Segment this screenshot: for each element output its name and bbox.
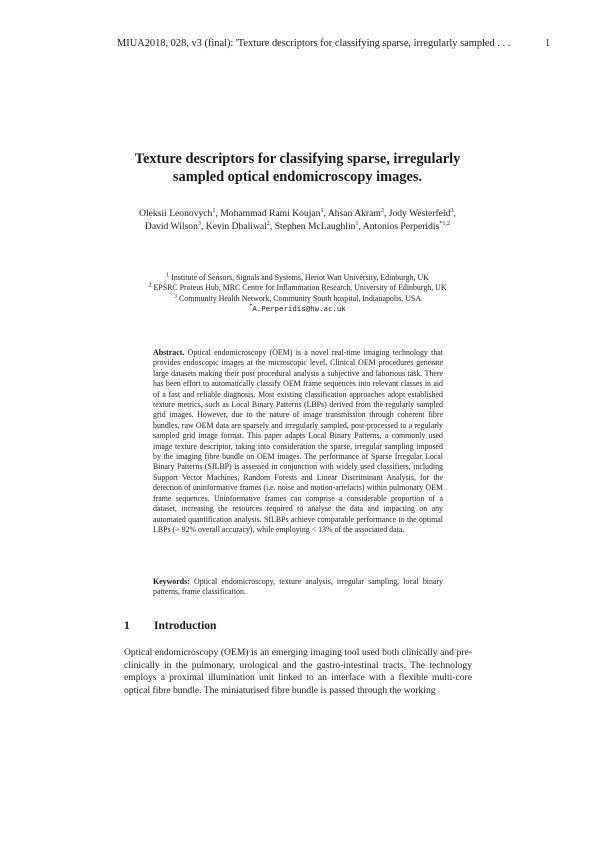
abstract-label: Abstract. xyxy=(153,348,185,357)
author-name: Kevin Dhaliwal xyxy=(205,220,267,232)
author-name: Jody Westerfeld xyxy=(388,208,451,219)
introduction-paragraph: Optical endomicroscopy (OEM) is an emerging imaging tool used both clinically and pre-clinically in the pulmonary, urological and the gastro-intestinal tracts. The technology employs a proximal illumination unit linked to an interface with a flexible multi-core optical fibre bundle. The miniaturised fibre bundle is passed through the working xyxy=(124,647,472,696)
author xyxy=(139,208,220,219)
author-name: Stephen McLaughlin xyxy=(274,220,356,232)
title-line-1: Texture descriptors for classifying sparse, irregularly xyxy=(134,151,461,167)
author-separator: , xyxy=(383,208,389,219)
author xyxy=(220,208,328,219)
title-line-2: sampled optical endomicroscopy images. xyxy=(172,169,423,185)
author xyxy=(275,221,363,232)
author xyxy=(363,221,450,232)
abstract xyxy=(153,348,443,535)
author-affiliation-mark: 3 xyxy=(197,219,201,227)
author xyxy=(389,208,456,219)
author-affiliation-mark: *1,2 xyxy=(439,219,451,227)
author-separator: , xyxy=(453,208,456,219)
author-separator: , xyxy=(200,220,206,232)
author-affiliation-mark: 2 xyxy=(380,206,384,214)
email-address: A.Perperidis@hw.ac.uk xyxy=(252,304,346,314)
author-name: Ahsan Akram xyxy=(327,208,381,219)
section-heading xyxy=(124,620,474,632)
affiliation-list xyxy=(90,273,505,315)
abstract-text: Optical endomicroscopy (OEM) is a novel real-time imaging technology that provides endoscopic images at the microscopic level. Clinical OEM procedures generate large datasets making their post procedural analysis a subjective and laborious task. There has been effort to automatically classify OEM frame sequences into relevant classes in aid of a fast and reliable diagnosis. Most existing classification approaches adopt established texture metrics, such as Local Binary Patterns (LBPs) derived from the regularly sampled grid images. However, due to the nature of image transmission through coherent fibre bundles, raw OEM data are sparsely and irregularly sampled, post-processed to a regularly sampled grid image format. This paper adapts Local Binary Patterns, a commonly used image texture descriptor, taking into consideration the sparse, irregular sampling imposed by the imaging fibre bundle on OEM images. The performance of Sparse Irregular Local Binary Patterns (SILBP) is assessed in conjunction with widely used classifiers, including Support Vector Machines, Random Forests and Linear Discriminant Analysis, for the detection of uninformative frames (i.e. noise and motion-artefacts) within pulmonary OEM frame sequences. Uninformative frames can comprise a considerable proportion of a dataset, increasing the resources required to analyse the data and impacting on any automated quantification analysis. SILBPs achieve comparable performance to the optimal LBPs (> 92% overall accuracy), while employing < 13% of the associated data. xyxy=(153,348,443,534)
section-number: 1 xyxy=(124,620,130,632)
affiliation-text: Community Health Network, Community South hospital, Indianapolis, USA xyxy=(179,293,422,303)
corresponding-mark: * xyxy=(249,302,253,310)
paper-title xyxy=(100,150,495,186)
author-name: Oleksii Leonovych xyxy=(139,208,213,219)
author-affiliation-mark: 1 xyxy=(355,219,359,227)
author-separator: , xyxy=(269,220,275,232)
author-name: Mohammad Rami Koujan xyxy=(220,208,321,219)
author xyxy=(328,208,389,219)
author xyxy=(206,221,275,232)
affiliation-mark: 1 xyxy=(166,271,170,279)
author-separator: , xyxy=(358,220,363,232)
author-affiliation-mark: 1 xyxy=(320,206,324,214)
corresponding-email xyxy=(90,304,505,314)
author-separator: , xyxy=(323,208,328,219)
author-affiliation-mark: 3 xyxy=(450,206,454,214)
keywords-text: Optical endomicroscopy, texture analysis, irregular sampling, local binary patterns, frame classification. xyxy=(153,577,443,597)
affiliation-mark: 2 xyxy=(148,281,152,289)
running-header: MIUA2018, 028, v3 (final): 'Texture descriptors for classifying sparse, irregularly sampled . . . xyxy=(117,38,511,49)
affiliation-text: Institute of Sensors, Signals and Systems, Heriot Watt University, Edinburgh, UK xyxy=(171,273,429,282)
author-name: David Wilson xyxy=(144,220,198,232)
author-list xyxy=(110,208,485,233)
affiliation xyxy=(90,273,505,283)
author-affiliation-mark: 1 xyxy=(212,206,216,214)
affiliation-text: EPSRC Proteus Hub, MRC Centre for Inflammation Research, University of Edinburgh, UK xyxy=(153,283,447,293)
affiliation xyxy=(90,283,505,293)
affiliation-mark: 3 xyxy=(173,292,178,300)
author xyxy=(145,221,206,232)
author-separator: , xyxy=(215,208,221,219)
section-title: Introduction xyxy=(154,620,217,632)
affiliation xyxy=(90,294,505,304)
keywords-label: Keywords: xyxy=(153,577,190,586)
author-affiliation-mark: 2 xyxy=(266,219,270,227)
page-number: 1 xyxy=(545,38,551,49)
author-name: Antonios Perperidis xyxy=(362,220,440,232)
keywords xyxy=(153,577,443,598)
